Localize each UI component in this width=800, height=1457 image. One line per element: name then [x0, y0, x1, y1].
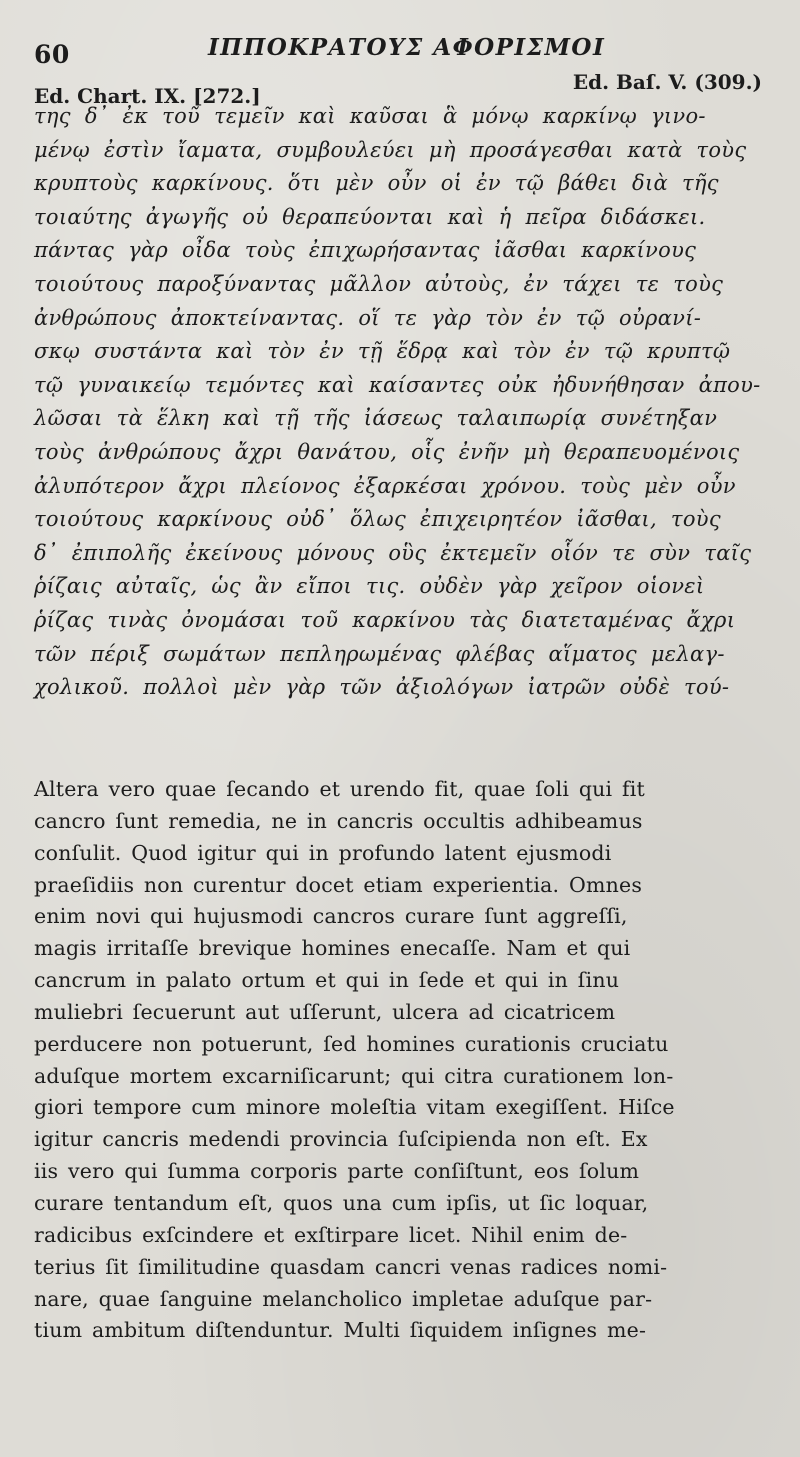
edition-reference-right: Ed. Baſ. V. (309.) [572, 70, 762, 94]
latin-line: nare, quae ſanguine melancholico impletae aduſque par- [34, 1286, 653, 1311]
greek-line: τοιούτους παροξύναντας μᾶλλον αὐτοὺς, ἐν τάχει τε τοὺς [34, 271, 724, 296]
greek-line: της δ᾿ ἐκ τοῦ τεμεῖν καὶ καῦσαι ἃ μόνῳ καρκίνῳ γινο- [34, 104, 706, 128]
latin-line: iis vero qui ſumma corporis parte conſiſtunt, eos ſolum [34, 1159, 640, 1184]
greek-line: ῥίζας τινὰς ὀνομάσαι τοῦ καρκίνου τὰς διατεταμένας ἄχρι [34, 607, 736, 632]
latin-line: praeſidiis non curentur docet etiam experientia. Omnes [34, 872, 643, 897]
greek-line: λῶσαι τὰ ἕλκη καὶ τῇ τῆς ἰάσεως ταλαιπωρίᾳ συνέτηξαν [34, 406, 718, 431]
latin-text-block [34, 774, 769, 1347]
latin-line: igitur cancris medendi provincia ſuſcipienda non eſt. Ex [34, 1127, 648, 1152]
greek-line: τῶν πέριξ σωμάτων πεπληρωμένας φλέβας αἵματος μελαγ- [34, 641, 725, 666]
latin-line: enim novi qui hujusmodi cancros curare ſunt aggreſſi, [34, 904, 628, 929]
greek-line: τῷ γυναικείῳ τεμόντες καὶ καίσαντες οὐκ ἠδυνήθησαν ἀπου- [34, 372, 761, 397]
latin-line: cancro ſunt remedia, ne in cancris occultis adhibeamus [34, 808, 643, 833]
greek-line: κρυπτοὺς καρκίνους. ὅτι μὲν οὖν οἱ ἐν τῷ βάθει διὰ τῆς [34, 171, 719, 196]
greek-line: τοιαύτης ἀγωγῆς οὐ θεραπεύονται καὶ ἡ πεῖρα διδάσκει. [34, 204, 706, 229]
greek-line: δ᾿ ἐπιπολῆς ἐκείνους μόνους οὓς ἐκτεμεῖν οἷόν τε σὺν ταῖς [34, 540, 752, 565]
greek-line: ἀνθρώπους ἀποκτείναντας. οἵ τε γὰρ τὸν ἐν τῷ οὐρανί- [34, 305, 702, 330]
greek-line: χολικοῦ. πολλοὶ μὲν γὰρ τῶν ἀξιολόγων ἰατρῶν οὐδὲ τού- [34, 675, 730, 700]
latin-line: curare tentandum eſt, quos una cum ipſis, ut ſic loquar, [34, 1190, 649, 1215]
greek-line: ἀλυπότερον ἄχρι πλείονος ἐξαρκέσαι χρόνου. τοὺς μὲν οὖν [34, 473, 736, 498]
latin-line: conſulit. Quod igitur qui in profundo latent ejusmodi [34, 840, 612, 865]
greek-text-block [34, 100, 764, 705]
greek-line: πάντας γὰρ οἶδα τοὺς ἐπιχωρήσαντας ἰᾶσθαι καρκίνους [34, 238, 697, 263]
latin-line: perducere non potuerunt, ſed homines curationis cruciatu [34, 1031, 669, 1056]
greek-line: σκῳ συστάντα καὶ τὸν ἐν τῇ ἕδρᾳ καὶ τὸν ἐν τῷ κρυπτῷ [34, 339, 731, 364]
latin-line: magis irritaſſe brevique homines enecaſſe. Nam et qui [34, 936, 631, 961]
latin-line: terius ſit ſimilitudine quasdam cancri venas radices nomi- [34, 1254, 668, 1279]
greek-line: μένῳ ἐστὶν ἴαματα, συμβουλεύει μὴ προσάγεσθαι κατὰ τοὺς [34, 137, 747, 162]
greek-line: τοὺς ἀνθρώπους ἄχρι θανάτου, οἷς ἐνῆν μὴ θεραπευομένοις [34, 439, 740, 464]
latin-line: cancrum in palato ortum et qui in ſede et qui in ſinu [34, 968, 620, 993]
latin-line: giori tempore cum minore moleſtia vitam exegiſſent. Hiſce [34, 1095, 675, 1120]
latin-line: aduſque mortem excarniſicarunt; qui citra curationem lon- [34, 1063, 674, 1088]
running-title: ΙΠΠΟΚΡΑΤΟΥΣ ΑΦΟΡΙΣΜΟΙ [208, 34, 606, 61]
greek-line: τοιούτους καρκίνους οὐδ᾿ ὅλως ἐπιχειρητέον ἰᾶσθαι, τοὺς [34, 507, 721, 532]
latin-line: radicibus exſcindere et exſtirpare licet. Nihil enim de- [34, 1222, 628, 1247]
latin-line: tium ambitum diſtenduntur. Multi ſiquidem inſignes me- [34, 1318, 647, 1343]
edition-reference-left: Ed. Chart. IX. [272.] [34, 84, 261, 108]
latin-line: muliebri ſecuerunt aut uſſerunt, ulcera ad cicatricem [34, 999, 616, 1024]
greek-line: ῥίζαις αὐταῖς, ὡς ἂν εἴποι τις. οὐδὲν γὰρ χεῖρον οἱονεὶ [34, 574, 705, 599]
latin-line: Altera vero quae ſecando et urendo fit, quae ſoli qui fit [34, 777, 645, 801]
page-number: 60 [34, 40, 70, 69]
